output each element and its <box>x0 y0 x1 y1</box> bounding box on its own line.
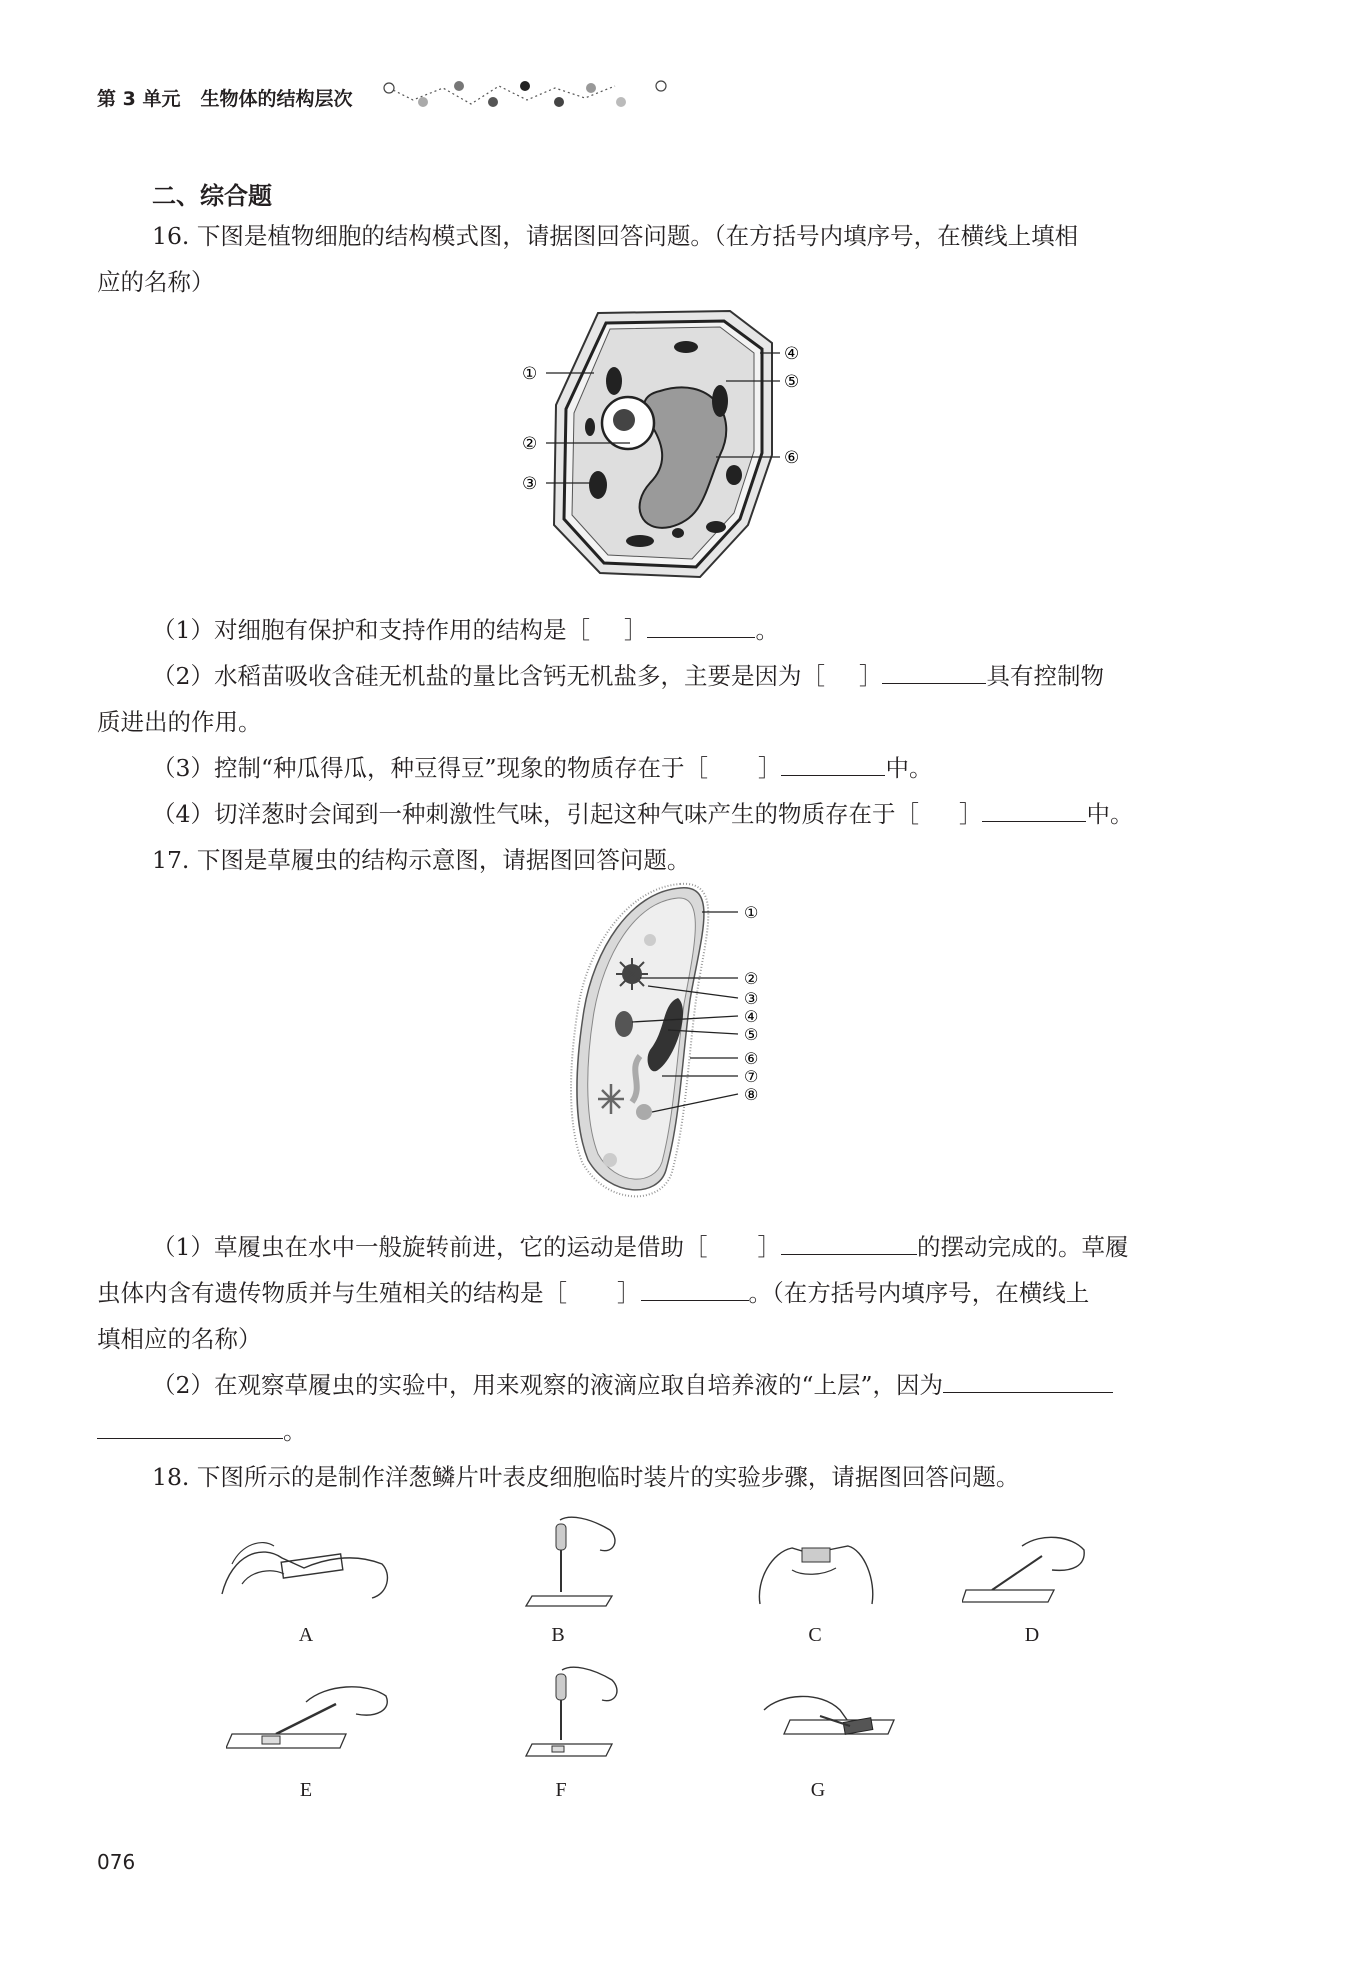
q17-sub1-line2: 虫体内含有遗传物质并与生殖相关的结构是［ ］ 。（在方括号内填序号，在横线上 <box>97 1270 1089 1316</box>
cell-label-5: ⑤ <box>784 372 800 392</box>
step-d-illustration <box>962 1526 1092 1610</box>
page-header <box>97 82 352 112</box>
q16-stem-line1: 16. 下图是植物细胞的结构模式图，请据图回答问题。（在方括号内填序号，在横线上填相 <box>152 222 1079 250</box>
answer-blank[interactable] <box>943 1366 1113 1393</box>
q17-sub2-line2: 。 <box>97 1408 307 1454</box>
answer-blank[interactable] <box>982 795 1086 822</box>
step-a-caption: A <box>298 1624 314 1646</box>
para-label-1: ① <box>744 903 759 922</box>
answer-blank[interactable] <box>781 1228 917 1255</box>
answer-blank[interactable] <box>781 749 885 776</box>
step-a-illustration <box>212 1524 402 1614</box>
step-f-illustration <box>522 1660 632 1764</box>
step-e-illustration <box>226 1674 396 1758</box>
step-f-caption: F <box>555 1779 567 1801</box>
para-label-6: ⑥ <box>744 1049 759 1068</box>
cell-label-3: ③ <box>522 474 538 494</box>
plant-cell-figure <box>490 305 830 599</box>
page-number: 076 <box>97 1850 136 1874</box>
q16-sub1: （1）对细胞有保护和支持作用的结构是［ ］ 。 <box>152 607 779 653</box>
answer-blank[interactable] <box>882 657 986 684</box>
q17-sub1-line3: 填相应的名称） <box>97 1325 262 1353</box>
para-label-8: ⑧ <box>744 1085 759 1104</box>
cell-label-2: ② <box>522 434 538 454</box>
step-g-illustration <box>760 1680 900 1760</box>
q17-sub2: （2）在观察草履虫的实验中，用来观察的液滴应取自培养液的“上层”，因为 <box>152 1362 1113 1408</box>
q17-sub1: （1）草履虫在水中一般旋转前进，它的运动是借助［ ］ 的摆动完成的。草履 <box>152 1224 1128 1270</box>
step-g-caption: G <box>810 1779 826 1801</box>
q16-sub2: （2）水稻苗吸收含硅无机盐的量比含钙无机盐多，主要是因为［ ］ 具有控制物 <box>152 653 1104 699</box>
step-c-illustration <box>752 1530 882 1614</box>
paramecium-figure <box>570 880 800 1214</box>
unit-label: 第 3 单元 <box>97 87 181 110</box>
cell-label-1: ① <box>522 364 538 384</box>
q16-sub4: （4）切洋葱时会闻到一种刺激性气味，引起这种气味产生的物质存在于［ ］ 中。 <box>152 791 1133 837</box>
q16-sub3: （3）控制“种瓜得瓜，种豆得豆”现象的物质存在于［ ］ 中。 <box>152 745 932 791</box>
para-label-5: ⑤ <box>744 1025 759 1044</box>
para-label-2: ② <box>744 969 759 988</box>
answer-blank[interactable] <box>641 1274 749 1301</box>
step-b-caption: B <box>551 1624 565 1646</box>
section-title: 二、综合题 <box>152 182 272 210</box>
cell-label-4: ④ <box>784 344 800 364</box>
step-e-caption: E <box>299 1779 313 1801</box>
cell-label-6: ⑥ <box>784 448 800 468</box>
q18-stem: 18. 下图所示的是制作洋葱鳞片叶表皮细胞临时装片的实验步骤，请据图回答问题。 <box>152 1463 1020 1491</box>
q17-stem: 17. 下图是草履虫的结构示意图，请据图回答问题。 <box>152 846 691 874</box>
unit-title: 生物体的结构层次 <box>200 87 353 110</box>
q16-stem-line2: 应的名称） <box>97 268 215 296</box>
answer-blank[interactable] <box>97 1412 283 1439</box>
para-label-7: ⑦ <box>744 1067 759 1086</box>
header-decoration <box>383 78 673 114</box>
step-b-illustration <box>520 1510 630 1614</box>
para-label-3: ③ <box>744 989 759 1008</box>
answer-blank[interactable] <box>647 611 755 638</box>
q16-sub2-line2: 质进出的作用。 <box>97 708 262 736</box>
step-c-caption: C <box>808 1624 822 1646</box>
para-label-4: ④ <box>744 1007 759 1026</box>
step-d-caption: D <box>1024 1624 1040 1646</box>
